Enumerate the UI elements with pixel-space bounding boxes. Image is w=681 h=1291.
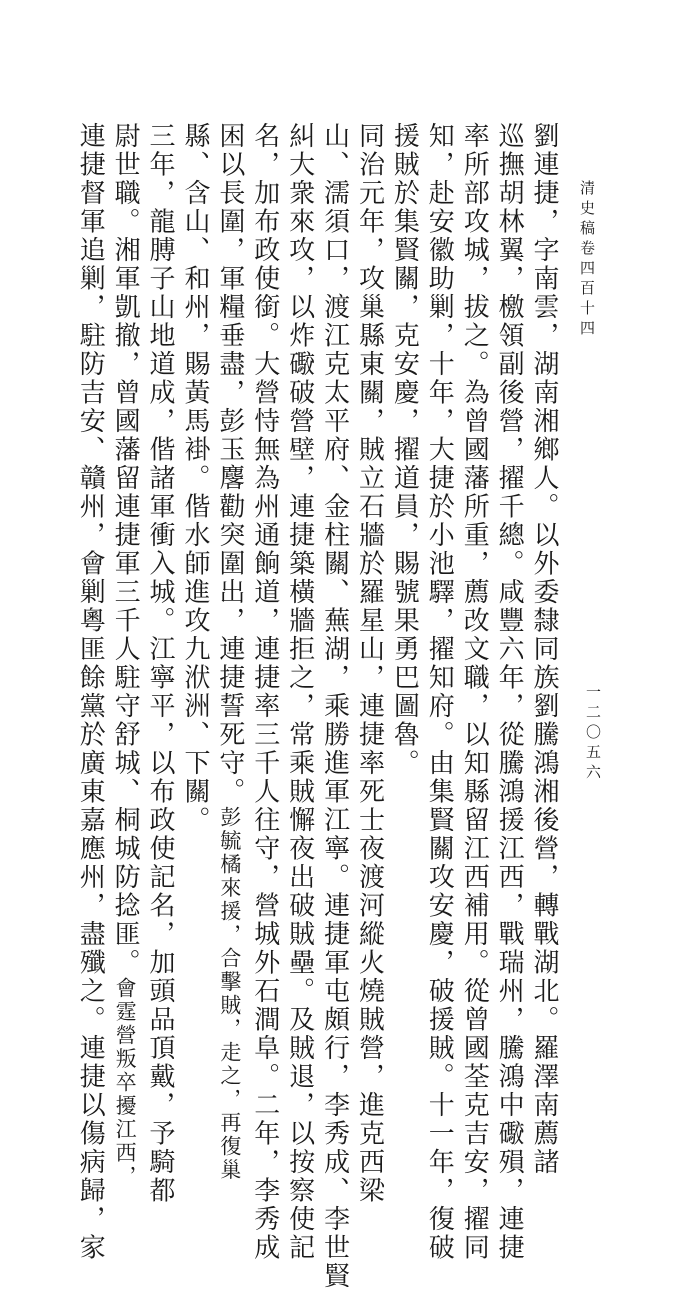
text-column — [247, 122, 282, 1262]
text-column — [526, 122, 561, 1177]
text-column — [386, 122, 421, 942]
column-text: 名，加布政使銜。大營恃無為州通餉道，連捷率三千人往守，營城外石澗阜。二年，李秀成 — [249, 122, 280, 1262]
column-annotation: 彭毓橘來援，合擊賊，走之，再復巢 — [217, 806, 242, 1182]
column-text: 連捷督軍追剿，駐防吉安、贛州，會剿粵匪餘黨於廣東嘉應州，盡殲之。連捷以傷病歸，家 — [75, 122, 106, 1262]
column-annotation: 會霆營叛卒擾江西， — [113, 977, 138, 1189]
text-column — [456, 122, 491, 1262]
column-text: 巡撫胡林翼，檄領副後營，擢千總。咸豐六年，從騰鴻援江西，戰瑞州，騰鴻中礮殞，連捷 — [494, 122, 525, 1262]
text-column — [212, 122, 247, 1182]
column-text: 知，赴安徽助剿，十年，大捷於小池驛，擢知府。由集賢關攻安慶，破援賊。十一年，復破 — [424, 122, 455, 1262]
column-text: 尉世職。湘軍凱撤，曾國藩留連捷軍三千人駐守舒城、桐城防捻匪。 — [110, 122, 141, 977]
column-text: 山、濡須口，渡江克太平府、金柱關、蕪湖，乘勝進軍江寧。連捷軍屯頗行，李秀成、李世賢 — [319, 122, 350, 1291]
text-column — [107, 122, 142, 1189]
text-column — [142, 122, 177, 1205]
column-text: 三年，龍膊子山地道成，偕諸軍衝入城。江寧平，以布政使記名，加頭品頂戴，予騎都 — [145, 122, 176, 1205]
column-text: 劉連捷，字南雲，湖南湘鄉人。以外委隸同族劉騰鴻湘後營，轉戰湖北。羅澤南薦諸 — [529, 122, 559, 1177]
column-text: 困以長圍，軍糧垂盡，彭玉麐勸突圍出，連捷誓死守。 — [214, 122, 245, 806]
text-column — [282, 122, 317, 1262]
running-header-title: 清史稿卷四百十四 — [578, 180, 596, 340]
text-column — [421, 122, 456, 1262]
column-text: 援賊於集賢關，克安慶，擢道員，賜號果勇巴圖魯。 — [389, 122, 420, 778]
column-text: 糾大衆來攻，以炸礮破營壁，連捷築橫牆拒之，常乘賊懈夜出破賊壘。及賊退，以按察使記 — [284, 122, 315, 1262]
text-column — [491, 122, 526, 1262]
column-text: 同治元年，攻巢縣東關，賊立石牆於羅星山，連捷率死士夜渡河縱火燒賊營，進克西梁 — [354, 122, 385, 1205]
text-column — [72, 122, 107, 1262]
text-column — [352, 122, 387, 1205]
column-text: 縣、含山、和州，賜黃馬褂。偕水師進攻九洑洲、下關。 — [179, 122, 210, 835]
text-column — [177, 122, 212, 942]
text-column — [317, 122, 352, 1291]
page-number: 一二〇五六 — [584, 684, 602, 784]
body-text — [72, 122, 561, 1291]
column-text: 率所部攻城，拔之。為曾國藩所重，薦改文職，以知縣留江西補用。從曾國荃克吉安，擢同 — [459, 122, 490, 1262]
